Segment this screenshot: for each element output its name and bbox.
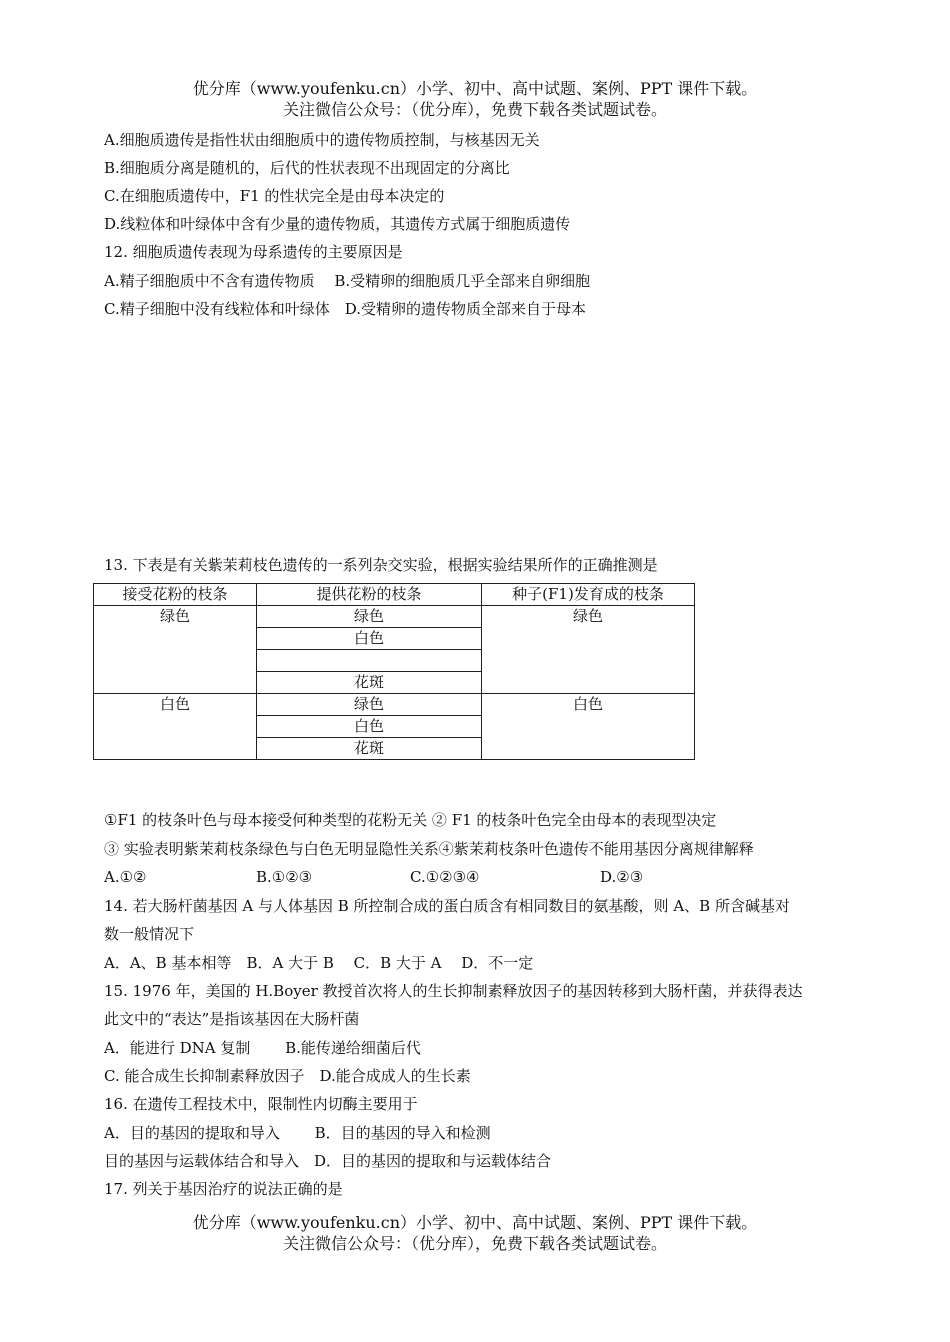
table-row — [94, 606, 695, 628]
q13-option-c: C.①②③④ — [410, 868, 480, 886]
q15-options-cd: C. 能合成生长抑制素释放因子 D.能合成成人的生长素 — [104, 1067, 471, 1085]
q12-options-ab: A.精子细胞质中不含有遗传物质 B.受精卵的细胞质几乎全部来自卵细胞 — [104, 272, 591, 290]
q12-options-cd: C.精子细胞中没有线粒体和叶绿体 D.受精卵的遗传物质全部来自于母本 — [104, 300, 586, 318]
table-cell-donor — [257, 650, 482, 672]
q13-stem: 13. 下表是有关紫茉莉枝色遗传的一系列杂交实验，根据实验结果所作的正确推测是 — [104, 556, 658, 574]
page-header-line1: 优分库（www.youfenku.cn）小学、初中、高中试题、案例、PPT 课件下载。 — [192, 79, 758, 98]
table-cell-donor: 白色 — [257, 716, 482, 738]
table-cell-donor: 白色 — [257, 628, 482, 650]
table-cell-donor: 花斑 — [257, 672, 482, 694]
q11-option-c: C.在细胞质遗传中，F1 的性状完全是由母本决定的 — [104, 187, 445, 205]
q14-stem-line1: 14. 若大肠杆菌基因 A 与人体基因 B 所控制合成的蛋白质含有相同数目的氨基酸，则 A、B 所含碱基对 — [104, 897, 790, 915]
table-cell-donor: 绿色 — [257, 694, 482, 716]
q11-option-b: B.细胞质分离是随机的，后代的性状表现不出现固定的分离比 — [104, 159, 510, 177]
q14-stem-line2: 数一般情况下 — [104, 925, 195, 943]
table-cell-receiver: 白色 — [94, 694, 257, 760]
table-row — [94, 694, 695, 716]
table-cell-offspring: 白色 — [482, 694, 695, 760]
table-header-donor: 提供花粉的枝条 — [257, 584, 482, 606]
q15-stem-line1: 15. 1976 年，美国的 H.Boyer 教授首次将人的生长抑制素释放因子的基因转移到大肠杆菌，并获得表达 — [104, 982, 803, 1000]
q16-stem: 16. 在遗传工程技术中，限制性内切酶主要用于 — [104, 1095, 418, 1113]
q13-option-b: B.①②③ — [256, 868, 313, 886]
q15-options-ab: A．能进行 DNA 复制 B.能传递给细菌后代 — [104, 1039, 421, 1057]
table-cell-donor: 绿色 — [257, 606, 482, 628]
table-cell-offspring: 绿色 — [482, 606, 695, 694]
q13-option-d: D.②③ — [600, 868, 644, 886]
table-cell-donor: 花斑 — [257, 738, 482, 760]
q17-stem: 17. 列关于基因治疗的说法正确的是 — [104, 1180, 343, 1198]
q13-option-a: A.①② — [104, 868, 147, 886]
q16-options-cd: 目的基因与运载体结合和导入 D．目的基因的提取和与运载体结合 — [104, 1152, 552, 1170]
table-header-receiver: 接受花粉的枝条 — [94, 584, 257, 606]
table-header-row — [94, 584, 695, 606]
q14-options: A．A、B 基本相等 B．A 大于 B C．B 大于 A D．不一定 — [104, 954, 534, 972]
q16-options-ab: A．目的基因的提取和导入 B．目的基因的导入和检测 — [104, 1124, 491, 1142]
page-header-line2: 关注微信公众号：（优分库），免费下载各类试题试卷。 — [282, 100, 667, 119]
table-header-offspring: 种子(F1)发育成的枝条 — [482, 584, 695, 606]
q12-stem: 12. 细胞质遗传表现为母系遗传的主要原因是 — [104, 243, 403, 261]
q13-statement-1-2: ①F1 的枝条叶色与母本接受何种类型的花粉无关 ② F1 的枝条叶色完全由母本的表现型决定 — [104, 811, 717, 829]
page-footer-line2: 关注微信公众号：（优分库），免费下载各类试题试卷。 — [282, 1234, 667, 1253]
q13-experiment-table — [93, 583, 695, 760]
q15-stem-line2: 此文中的“表达”是指该基因在大肠杆菌 — [104, 1010, 360, 1028]
table-cell-receiver: 绿色 — [94, 606, 257, 694]
page-footer-line1: 优分库（www.youfenku.cn）小学、初中、高中试题、案例、PPT 课件下载。 — [192, 1213, 758, 1232]
q13-statement-3-4: ③ 实验表明紫茉莉枝条绿色与白色无明显隐性关系④紫茉莉枝条叶色遗传不能用基因分离规律解释 — [104, 840, 754, 858]
q11-option-a: A.细胞质遗传是指性状由细胞质中的遗传物质控制，与核基因无关 — [104, 131, 540, 149]
q11-option-d: D.线粒体和叶绿体中含有少量的遗传物质，其遗传方式属于细胞质遗传 — [104, 215, 571, 233]
